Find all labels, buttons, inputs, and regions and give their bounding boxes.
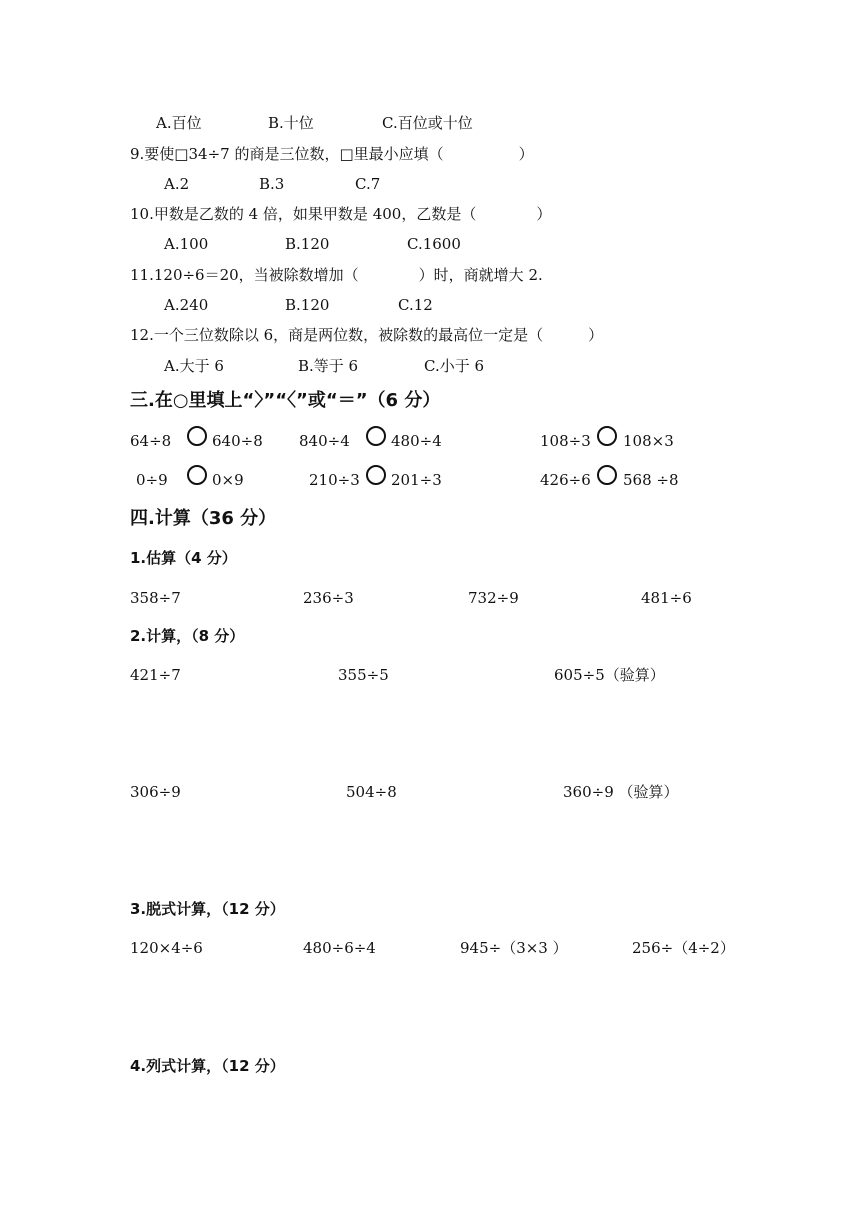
compare-circle[interactable]: [597, 426, 617, 446]
q12-option-a: A.大于 6: [164, 357, 224, 375]
compare-circle[interactable]: [597, 465, 617, 485]
compare-right: 201÷3: [391, 471, 442, 489]
q10-option-a: A.100: [164, 235, 209, 253]
calc-item: 605÷5（验算）: [554, 666, 665, 684]
calc-item: 421÷7: [130, 666, 181, 684]
compare-circle[interactable]: [187, 465, 207, 485]
compare-left: 426÷6: [540, 471, 591, 489]
compare-right: 0×9: [212, 471, 244, 489]
q10-option-c: C.1600: [407, 235, 461, 253]
q12-option-b: B.等于 6: [298, 357, 359, 375]
q9-stem: 9.要使□34÷7 的商是三位数，□里最小应填（ ）: [130, 145, 534, 163]
stepwise-item: 120×4÷6: [130, 939, 203, 957]
calc-item: 504÷8: [346, 783, 397, 801]
compare-right: 108×3: [623, 432, 674, 450]
calc-item: 306÷9: [130, 783, 181, 801]
stepwise-item: 256÷（4÷2）: [632, 939, 735, 957]
section4-part3-title: 3.脱式计算，（12 分）: [130, 900, 285, 918]
estimate-item: 236÷3: [303, 589, 354, 607]
estimate-item: 732÷9: [468, 589, 519, 607]
q11-option-a: A.240: [164, 296, 209, 314]
compare-right: 480÷4: [391, 432, 442, 450]
stepwise-item: 480÷6÷4: [303, 939, 376, 957]
q12-stem: 12.一个三位数除以 6，商是两位数，被除数的最高位一定是（ ）: [130, 326, 604, 344]
compare-right: 640÷8: [212, 432, 263, 450]
q9-option-b: B.3: [259, 175, 285, 193]
q11-stem: 11.120÷6＝20，当被除数增加（ ）时，商就增大 2.: [130, 266, 543, 284]
q11-option-b: B.120: [285, 296, 330, 314]
q8-option-b: B.十位: [268, 114, 314, 132]
q9-option-a: A.2: [164, 175, 190, 193]
q11-option-c: C.12: [398, 296, 433, 314]
compare-circle[interactable]: [366, 426, 386, 446]
stepwise-item: 945÷（3×3 ）: [460, 939, 568, 957]
estimate-item: 358÷7: [130, 589, 181, 607]
compare-circle[interactable]: [366, 465, 386, 485]
estimate-item: 481÷6: [641, 589, 692, 607]
compare-left: 0÷9: [136, 471, 168, 489]
q8-option-a: A.百位: [156, 114, 202, 132]
compare-left: 840÷4: [299, 432, 350, 450]
section4-part4-title: 4.列式计算，（12 分）: [130, 1057, 285, 1075]
compare-left: 210÷3: [309, 471, 360, 489]
compare-circle[interactable]: [187, 426, 207, 446]
section4-part2-title: 2.计算，（8 分）: [130, 627, 245, 645]
calc-item: 360÷9 （验算）: [563, 783, 679, 801]
section4-part1-title: 1.估算（4 分）: [130, 549, 237, 567]
q10-option-b: B.120: [285, 235, 330, 253]
q8-option-c: C.百位或十位: [382, 114, 473, 132]
section3-title: 三.在○里填上“〉”“〈”或“＝”（6 分）: [130, 390, 441, 411]
compare-left: 108÷3: [540, 432, 591, 450]
compare-right: 568 ÷8: [623, 471, 679, 489]
q10-stem: 10.甲数是乙数的 4 倍，如果甲数是 400，乙数是（ ）: [130, 205, 552, 223]
q9-option-c: C.7: [355, 175, 381, 193]
compare-left: 64÷8: [130, 432, 172, 450]
calc-item: 355÷5: [338, 666, 389, 684]
section4-title: 四.计算（36 分）: [130, 508, 277, 529]
q12-option-c: C.小于 6: [424, 357, 485, 375]
